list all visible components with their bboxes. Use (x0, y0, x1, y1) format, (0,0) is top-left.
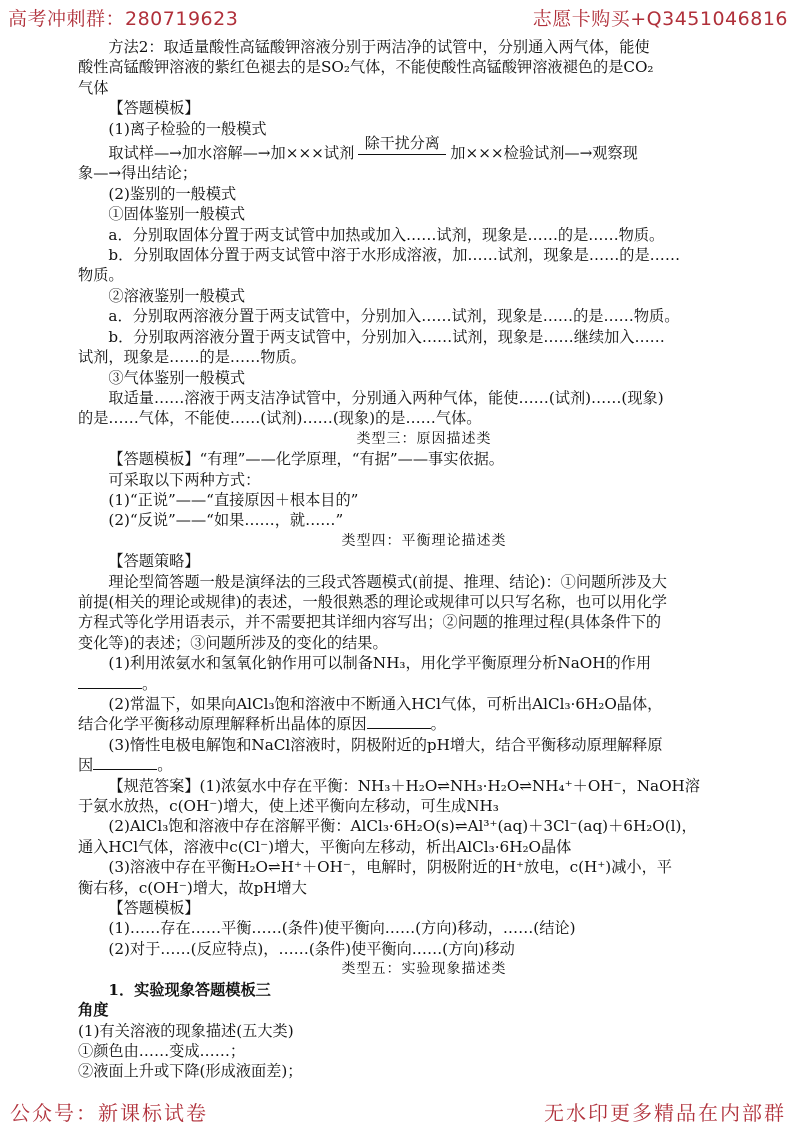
paragraph-line: 物质。 (78, 266, 124, 285)
paragraph-line: 可采取以下两种方式： (108, 470, 261, 489)
paragraph-line: 试剂，现象是……的是……物质。 (78, 348, 306, 367)
question-line (78, 714, 770, 734)
paragraph-line: ①颜色由……变成……； (78, 1041, 246, 1060)
question-line: (3)惰性电极电解饱和NaCl溶液时，阴极附近的pH增大，结合平衡移动原理解释原 (108, 735, 663, 754)
item-heading: (1)离子检验的一般模式 (108, 119, 267, 138)
answer-line: (3)溶液中存在平衡H₂O⇌H⁺＋OH⁻，电解时，阴极附近的H⁺放电，c(H⁺)减小，平 (108, 858, 672, 877)
paragraph-line: b．分别取固体分置于两支试管中溶于水形成溶液，加……试剂，现象是……的是…… (108, 246, 681, 265)
footer-left-text: 公众号：新课标试卷 (10, 1101, 208, 1125)
type-5-heading: 类型五：实验现象描述类 (341, 961, 507, 978)
paragraph-line: b．分别取两溶液分置于两支试管中，分别加入……试剂，现象是……继续加入…… (108, 327, 665, 346)
paragraph-line: 的是……气体，不能使……(试剂)……(现象)的是……气体。 (78, 409, 482, 428)
paragraph-method-2: 方法2：取适量酸性高锰酸钾溶液分别于两洁净的试管中，分别通入两气体，能使 (108, 38, 650, 56)
paragraph-line: 气体 (78, 78, 109, 97)
answer-blank (367, 714, 431, 729)
type-4-heading: 类型四：平衡理论描述类 (341, 532, 507, 549)
flow-text-start: 取试样—→加水溶解—→加×××试剂 (108, 144, 355, 163)
paragraph-line: (1)有关溶液的现象描述(五大类) (78, 1021, 294, 1040)
answer-blank (93, 755, 157, 770)
paragraph-line: (1)“正说”——“直接原因＋根本目的” (108, 490, 359, 509)
paragraph-line: 方程式等化学用语表示，并不需要把其详细内容写出；②问题的推理过程(具体条件下的 (78, 613, 662, 632)
footer-right-text: 无水印更多精品在内部群 (544, 1101, 786, 1125)
answer-blank-line (78, 674, 770, 694)
paragraph-line: 变化等)的表述；③问题所涉及的变化的结果。 (78, 633, 388, 652)
paragraph-line: (2)“反说”——“如果……，就……” (108, 511, 344, 530)
paragraph-line: 酸性高锰酸钾溶液的紫红色褪去的是SO₂气体，不能使酸性高锰酸钾溶液褪色的是CO₂ (78, 58, 654, 77)
period-mark: 。 (142, 674, 158, 693)
item-heading: ③气体鉴别一般模式 (108, 368, 246, 387)
paragraph-line: (2)对于……(反应特点)，……(条件)使平衡向……(方向)移动 (108, 939, 515, 958)
type-3-heading: 类型三：原因描述类 (356, 430, 492, 447)
paragraph-line: ②液面上升或下降(形成液面差)； (78, 1062, 303, 1081)
answer-line: 【规范答案】(1)浓氨水中存在平衡：NH₃＋H₂O⇌NH₃·H₂O⇌NH₄⁺＋OH⁻，NaOH溶 (108, 776, 700, 795)
period-mark: 。 (157, 756, 173, 775)
bold-heading: 1．实验现象答题模板三 (108, 980, 271, 999)
paragraph-line: 【答题模板】“有理”——化学原理，“有据”——事实依据。 (108, 450, 504, 469)
answer-blank (78, 674, 142, 689)
paragraph-line: 理论型简答题一般是演绎法的三段式答题模式(前提、推理、结论)：①问题所涉及大 (108, 572, 667, 591)
paragraph-line: 象—→得出结论； (78, 164, 198, 183)
document-body (78, 37, 770, 1082)
answer-line: 于氨水放热，c(OH⁻)增大，使上述平衡向左移动，可生成NH₃ (78, 797, 499, 816)
question-text: 因 (78, 756, 94, 775)
answer-line: (2)AlCl₃饱和溶液中存在溶解平衡：AlCl₃·6H₂O(s)⇌Al³⁺(aq)＋3Cl⁻(aq)＋6H₂O(l)， (108, 817, 697, 836)
section-heading: 【答题模板】 (108, 99, 200, 118)
answer-line: 衡右移，c(OH⁻)增大，故pH增大 (78, 878, 307, 897)
paragraph-line: a．分别取固体分置于两支试管中加热或加入……试剂，现象是……的是……物质。 (108, 225, 665, 244)
header-left-text: 高考冲刺群：280719623 (8, 8, 239, 30)
question-line (78, 755, 770, 775)
answer-line: 通入HCl气体，溶液中c(Cl⁻)增大，平衡向左移动，析出AlCl₃·6H₂O晶体 (78, 837, 572, 856)
arrow-with-label (354, 134, 450, 163)
section-heading: 【答题策略】 (108, 552, 200, 571)
paragraph-line: 前提(相关的理论或规律)的表述，一般很熟悉的理论或规律可以只写名称，也可以用化学 (78, 592, 667, 611)
paragraph-line: a．分别取两溶液分置于两支试管中，分别加入……试剂，现象是……的是……物质。 (108, 307, 680, 326)
flow-text-end: 加×××检验试剂—→观察现 (450, 144, 638, 163)
item-heading: ②溶液鉴别一般模式 (108, 286, 246, 305)
arrow-label: 除干扰分离 (364, 134, 440, 153)
item-heading: ①固体鉴别一般模式 (108, 205, 246, 224)
question-line: (1)利用浓氨水和氢氧化钠作用可以制备NH₃，用化学平衡原理分析NaOH的作用 (108, 654, 652, 673)
item-heading: (2)鉴别的一般模式 (108, 184, 237, 203)
arrow-line (358, 154, 446, 155)
bold-heading: 角度 (78, 1001, 109, 1020)
paragraph-line: (1)……存在……平衡……(条件)使平衡向……(方向)移动，……(结论) (108, 919, 576, 938)
question-line: (2)常温下，如果向AlCl₃饱和溶液中不断通入HCl气体，可析出AlCl₃·6H₂O晶体， (108, 695, 663, 713)
section-heading: 【答题模板】 (108, 899, 200, 918)
period-mark: 。 (430, 715, 446, 734)
paragraph-line: 取适量……溶液于两支洁净试管中，分别通入两种气体，能使……(试剂)……(现象) (108, 388, 664, 407)
question-text: 结合化学平衡移动原理解释析出晶体的原因 (78, 715, 367, 734)
flow-diagram-line (78, 134, 770, 163)
header-right-text: 志愿卡购买+Q3451046816 (532, 8, 788, 30)
